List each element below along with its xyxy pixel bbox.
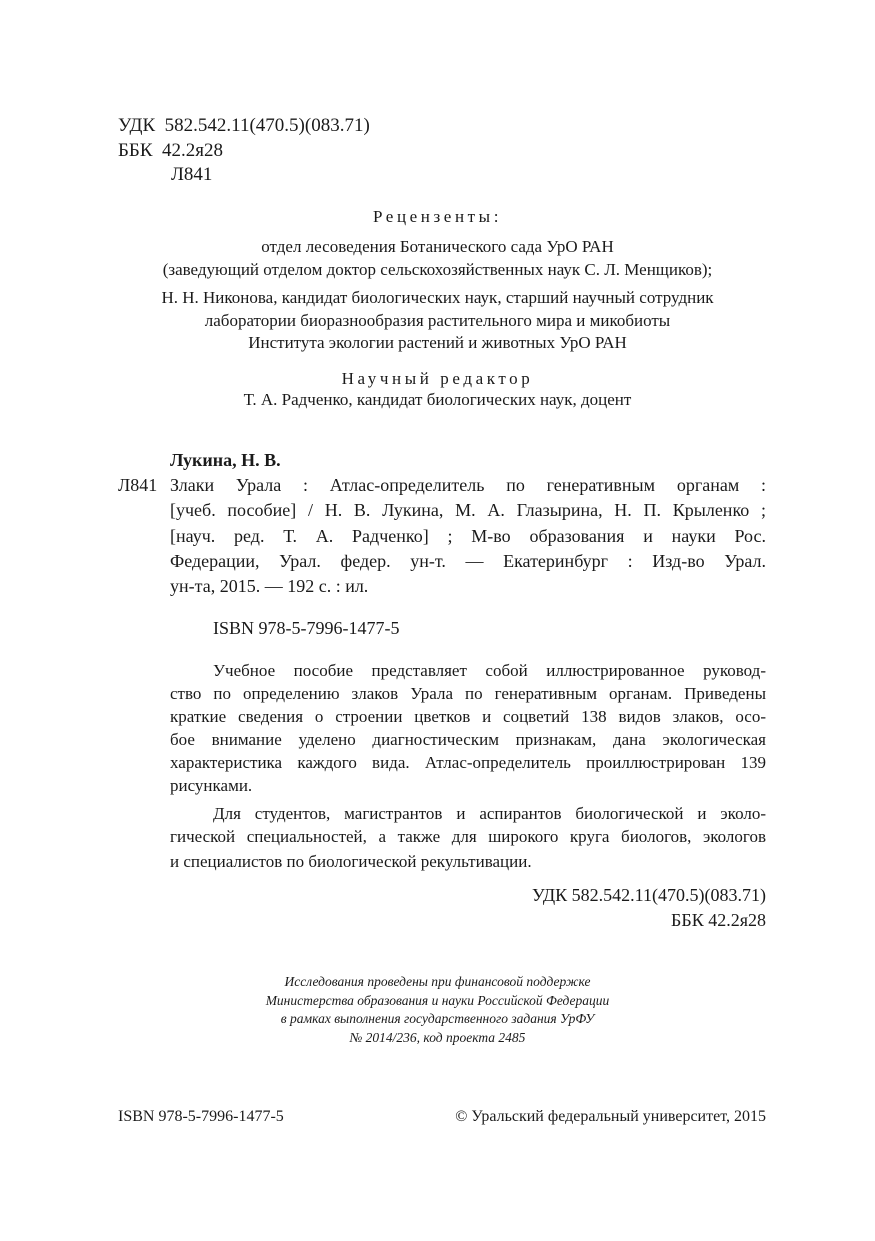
isbn-main: ISBN 978-5-7996-1477-5 [213,618,400,638]
reviewer-line: Н. Н. Никонова, кандидат биологических наук, старший научный сотрудник [161,288,714,307]
bibliographic-description [170,473,766,599]
biblio-line: [науч. ред. Т. А. Радченко] ; М-во образования и науки Рос. [170,525,766,546]
author-name: Лукина, Н. В. [170,450,281,470]
editor-line: Т. А. Радченко, кандидат биологических наук, доцент [243,390,632,409]
reviewer-line: (заведующий отделом доктор сельскохозяйственных наук С. Л. Менщиков); [162,260,713,279]
annotation-line: ство по определению злаков Урала по генеративным органам. Приведены [170,684,766,703]
udk-code-right: УДК 582.542.11(470.5)(083.71) [531,885,766,905]
bbk-code-right: ББК 42.2я28 [671,910,766,930]
footer-isbn: ISBN 978-5-7996-1477-5 [118,1108,284,1125]
biblio-line: Федерации, Урал. федер. ун-т. — Екатеринбург : Изд-во Урал. [170,550,766,571]
funding-line: № 2014/236, код проекта 2485 [349,1029,526,1045]
annotation-line: краткие сведения о строении цветков и соцветий 138 видов злаков, осо- [170,707,766,726]
biblio-line: [учеб. пособие] / Н. В. Лукина, М. А. Глазырина, Н. П. Крыленко ; [170,500,766,521]
annotation-line: бое внимание уделено диагностическим признакам, дана экологическая [170,730,766,749]
reviewer-line: отдел лесоведения Ботанического сада УрО РАН [261,237,614,256]
funding-line: Министерства образования и науки Российской Федерации [265,992,610,1008]
funding-line: в рамках выполнения государственного задания УрФУ [280,1011,595,1026]
annotation-line: и специалистов по биологической рекультивации. [170,852,532,871]
footer-copyright: © Уральский федеральный университет, 2015 [455,1108,766,1125]
funding-note [120,973,755,1047]
biblio-line: ун-та, 2015. — 192 с. : ил. [170,576,369,597]
annotation [170,659,766,873]
reviewer-line: Института экологии растений и животных УрО РАН [248,333,627,352]
annotation-line: гической специальностей, а также для широкого круга биологов, экологов [170,827,766,846]
udk-code: УДК 582.542.11(470.5)(083.71) [118,115,370,136]
editor-heading: Научный редактор [341,369,534,388]
bbk-code: ББК 42.2я28 [118,140,223,161]
funding-line: Исследования проведены при финансовой поддержке [284,974,591,989]
annotation-line: рисунками. [170,776,253,795]
author-sign: Л841 [171,164,213,185]
biblio-line: Злаки Урала : Атлас-определитель по генеративным органам : [170,475,766,495]
annotation-line: характеристика каждого вида. Атлас-определитель проиллюстрирован 139 [170,753,766,772]
reviewer-line: лаборатории биоразнообразия растительного мира и микобиоты [204,311,671,330]
annotation-line: Для студентов, магистрантов и аспирантов биологической и эколо- [213,804,766,823]
library-cipher: Л841 [118,475,158,495]
reviewers-heading: Рецензенты: [372,207,503,226]
annotation-line: Учебное пособие представляет собой иллюстрированное руковод- [213,661,766,680]
